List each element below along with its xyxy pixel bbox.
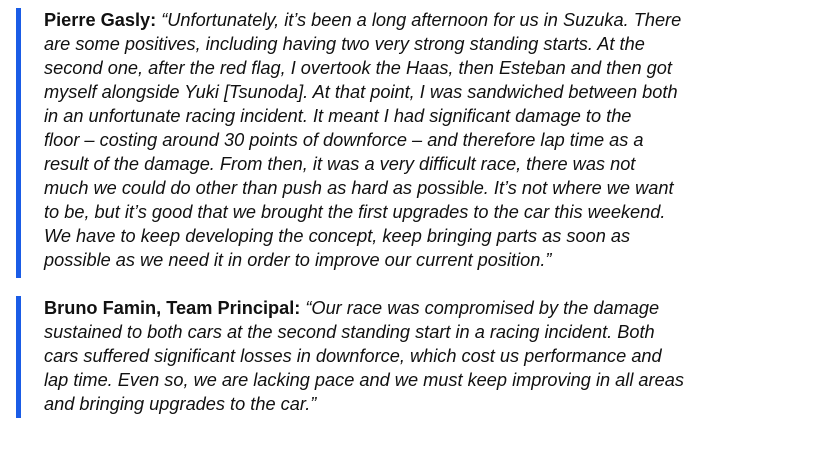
quote-line: much we could do other than push as hard as possible. It’s not where we want xyxy=(44,178,674,198)
quote-line: We have to keep developing the concept, keep bringing parts as soon as xyxy=(44,226,631,246)
quote-line: to be, but it’s good that we brought the first upgrades to the car this weekend. xyxy=(44,202,666,222)
quote-text xyxy=(44,296,824,416)
quote-line: lap time. Even so, we are lacking pace and we must keep improving in all areas xyxy=(44,370,684,390)
quote-line: second one, after the red flag, I overtook the Haas, then Esteban and then got xyxy=(44,58,672,78)
speaker-name: Bruno Famin, Team Principal: xyxy=(44,298,301,318)
quote-block-famin xyxy=(16,296,824,418)
quote-line: myself alongside Yuki [Tsunoda]. At that point, I was sandwiched between both xyxy=(44,82,678,102)
quote-text xyxy=(44,8,824,272)
speaker-name: Pierre Gasly: xyxy=(44,10,157,30)
quote-line: in an unfortunate racing incident. It meant I had significant damage to the xyxy=(44,106,632,126)
quote-block-gasly xyxy=(16,8,824,278)
quote-line: cars suffered significant losses in downforce, which cost us performance and xyxy=(44,346,662,366)
quote-line: “Unfortunately, it’s been a long afternoon for us in Suzuka. There xyxy=(161,10,682,30)
quote-line: possible as we need it in order to improve our current position.” xyxy=(44,250,552,270)
quote-line: and bringing upgrades to the car.” xyxy=(44,394,317,414)
quote-line: “Our race was compromised by the damage xyxy=(305,298,660,318)
quote-line: sustained to both cars at the second standing start in a racing incident. Both xyxy=(44,322,655,342)
quote-line: result of the damage. From then, it was a very difficult race, there was not xyxy=(44,154,636,174)
quote-line: are some positives, including having two very strong standing starts. At the xyxy=(44,34,645,54)
quote-line: floor – costing around 30 points of downforce – and therefore lap time as a xyxy=(44,130,644,150)
